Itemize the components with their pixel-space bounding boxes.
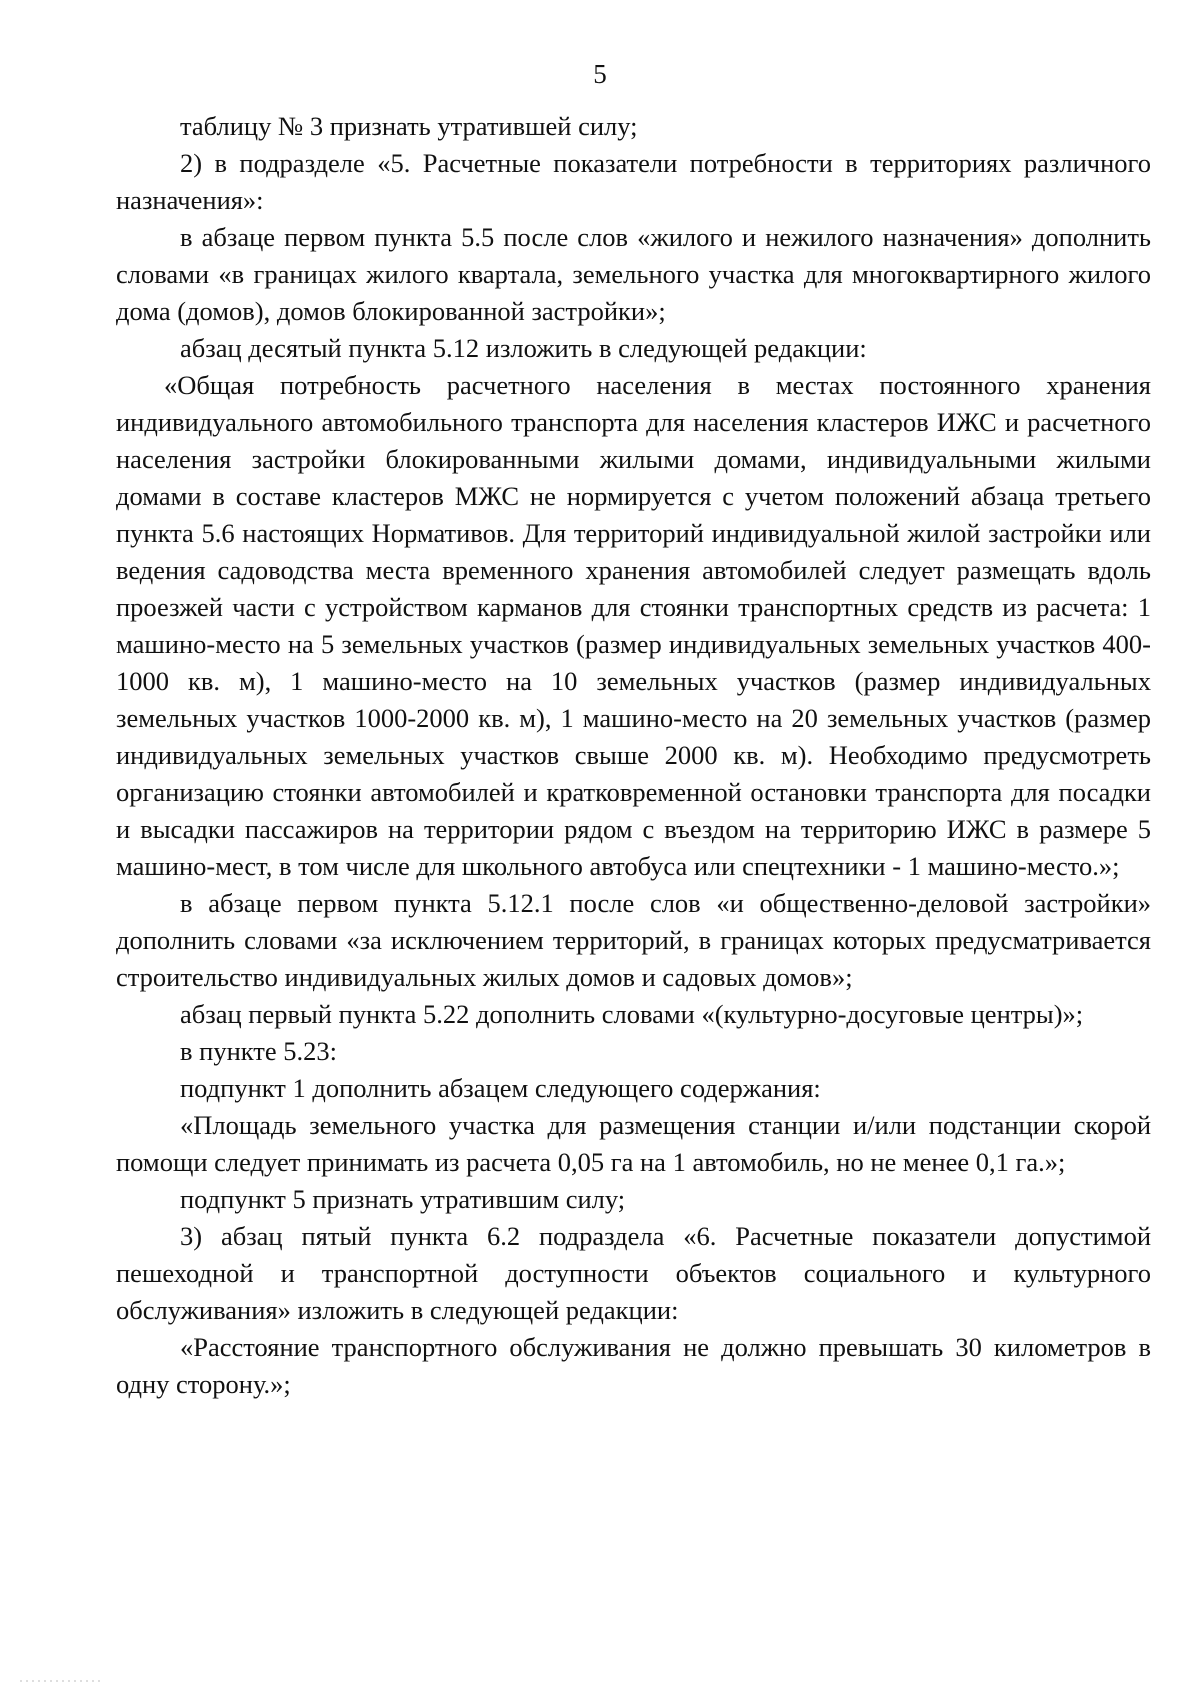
- paragraph-point-5-12-quote: «Общая потребность расчетного населения в местах постоянного хранения индивидуального автомобильного транспорта для населения кластеров ИЖС и расчетного населения застройки блокированными жилыми домами, индивидуальными жилыми домами в составе кластеров МЖС не нормируется с учетом положений абзаца третьего пункта 5.6 настоящих Нормативов. Для территорий индивидуальной жилой застройки или ведения садоводства места временного хранения автомобилей следует размещать вдоль проезжей части с устройством карманов для стоянки транспортных средств из расчета: 1 машино-место на 5 земельных участков (размер индивидуальных земельных участков 400-1000 кв. м), 1 машино-место на 10 земельных участков (размер индивидуальных земельных участков 1000-2000 кв. м), 1 машино-место на 20 земельных участков (размер индивидуальных земельных участков свыше 2000 кв. м). Необходимо предусмотреть организацию стоянки автомобилей и кратковременной остановки транспорта для посадки и высадки пассажиров на территории рядом с въездом на территорию ИЖС в размере 5 машино-мест, в том числе для школьного автобуса или спецтехники - 1 машино-место.»;: [116, 370, 1151, 881]
- paragraph-point-5-23: в пункте 5.23:: [180, 1036, 337, 1066]
- paragraph-subpoint-1-quote: «Площадь земельного участка для размещения станции и/или подстанции скорой помощи следует принимать из расчета 0,05 га на 1 автомобиль, но не менее 0,1 га.»;: [116, 1110, 1151, 1177]
- document-body: [116, 108, 1151, 1403]
- scan-artifact: [20, 1680, 100, 1682]
- page-number: 5: [593, 59, 607, 89]
- paragraph-table-3-repeal: таблицу № 3 признать утратившей силу;: [180, 111, 638, 141]
- paragraph-point-5-5: в абзаце первом пункта 5.5 после слов «жилого и нежилого назначения» дополнить словами «в границах жилого квартала, земельного участка для многоквартирного жилого дома (домов), домов блокированной застройки»;: [116, 222, 1151, 326]
- paragraph-point-5-12-intro: абзац десятый пункта 5.12 изложить в следующей редакции:: [180, 333, 867, 363]
- paragraph-subpoint-5: подпункт 5 признать утратившим силу;: [180, 1184, 626, 1214]
- paragraph-point-6-2-quote: «Расстояние транспортного обслуживания не должно превышать 30 километров в одну сторону.»;: [116, 1332, 1151, 1399]
- paragraph-point-5-22: абзац первый пункта 5.22 дополнить словами «(культурно-досуговые центры)»;: [180, 999, 1084, 1029]
- paragraph-subpoint-1: подпункт 1 дополнить абзацем следующего содержания:: [180, 1073, 821, 1103]
- paragraph-item-3-point-6-2: 3) абзац пятый пункта 6.2 подраздела «6. Расчетные показатели допустимой пешеходной и транспортной доступности объектов социального и культурного обслуживания» изложить в следующей редакции:: [116, 1221, 1151, 1325]
- paragraph-point-5-12-1: в абзаце первом пункта 5.12.1 после слов «и общественно-деловой застройки» дополнить словами «за исключением территорий, в границах которых предусматривается строительство индивидуальных жилых домов и садовых домов»;: [116, 888, 1151, 992]
- paragraph-item-2-subsection-5: 2) в подразделе «5. Расчетные показатели потребности в территориях различного назначения»:: [116, 148, 1151, 215]
